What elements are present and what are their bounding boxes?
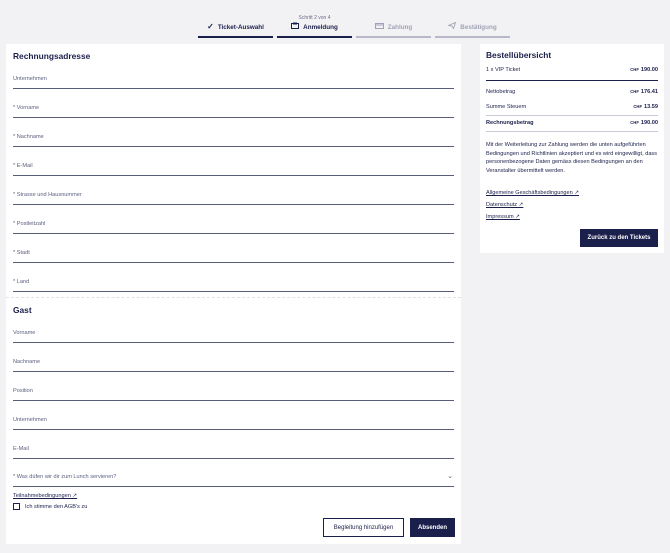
billing-section-title: Rechnungsadresse <box>13 51 91 61</box>
checkout-stepper <box>198 12 510 38</box>
summary-net-row: Nettobetrag CHF 176.41 <box>486 89 658 95</box>
total-label: Rechnungsbetrag <box>486 120 534 126</box>
summary-divider <box>486 80 658 81</box>
privacy-link[interactable]: Datenschutz ↗ <box>486 202 524 208</box>
registration-form <box>6 44 461 544</box>
guest-section-title: Gast <box>13 305 32 315</box>
step-anmeldung <box>277 12 352 38</box>
guest-company-field[interactable]: Unternehmen <box>13 414 454 430</box>
net-label: Nettobetrag <box>486 89 516 95</box>
billing-email-field[interactable]: * E-Mail <box>13 160 454 176</box>
guest-firstname-field[interactable]: Vorname <box>13 327 454 343</box>
send-icon <box>448 22 456 31</box>
summary-title: Bestellübersicht <box>486 50 552 60</box>
guest-position-field[interactable]: Position <box>13 385 454 401</box>
step-ticket-auswahl[interactable] <box>198 12 273 38</box>
billing-firstname-field[interactable]: * Vorname <box>13 102 454 118</box>
guest-email-field[interactable]: E-Mail <box>13 443 454 459</box>
step-bestaetigung <box>435 12 510 38</box>
section-divider <box>6 297 461 298</box>
agb-link[interactable]: Allgemeine Geschäftsbedingungen ↗ <box>486 190 580 196</box>
step-label: Bestätigung <box>460 24 497 31</box>
step-label: Zahlung <box>387 24 413 31</box>
step-counter: Schritt 2 von 4 <box>298 15 331 21</box>
tax-label: Summe Steuern <box>486 104 527 110</box>
chevron-down-icon: ⌄ <box>447 473 453 480</box>
add-companion-button[interactable]: Begleitung hinzufügen <box>323 518 404 537</box>
terms-link[interactable]: Teilnahmebedingungen ↗ <box>13 493 78 499</box>
step-label: Ticket-Auswahl <box>217 24 264 31</box>
lunch-select[interactable]: * Was düfen wir dir zum Lunch servieren? ⌄ <box>13 471 454 487</box>
summary-tax-row: Summe Steuern CHF 13.59 <box>486 104 658 110</box>
consent-note: Mit der Weiterleitung zur Zahlung werden die unten aufgeführten Bedingungen und Richtlinien akzeptiert und es wird eingewilligt, dass personenbezogene Daten gemäss diesen Bedingungen an den Veranstalter übermittelt werden. <box>486 142 658 174</box>
step-zahlung <box>356 12 431 38</box>
submit-button[interactable]: Absenden <box>410 518 455 537</box>
summary-total-row: Rechnungsbetrag CHF 190.00 <box>486 120 658 126</box>
order-summary <box>480 44 664 253</box>
item-amount: 190.00 <box>640 67 658 73</box>
card-icon <box>375 23 384 31</box>
summary-divider <box>486 131 658 132</box>
billing-company-field[interactable]: Unternehmen <box>13 73 454 89</box>
back-to-tickets-button[interactable]: Zurück zu den Tickets <box>580 229 658 247</box>
summary-item-row: 1 x VIP Ticket CHF 190.00 <box>486 67 658 73</box>
check-icon: ✓ <box>207 22 214 31</box>
agb-label: Ich stimme den AGB's zu <box>25 503 88 510</box>
total-amount: 190.00 <box>640 120 658 126</box>
billing-country-field[interactable]: * Land <box>13 276 454 292</box>
imprint-link[interactable]: Impressum ↗ <box>486 214 520 220</box>
billing-lastname-field[interactable]: * Nachname <box>13 131 454 147</box>
billing-street-field[interactable]: * Strasse und Hausnummer <box>13 189 454 205</box>
billing-city-field[interactable]: * Stadt <box>13 247 454 263</box>
agb-checkbox[interactable] <box>13 503 20 510</box>
item-label: 1 x VIP Ticket <box>486 67 521 73</box>
step-label: Anmeldung <box>303 24 338 31</box>
net-amount: 176.41 <box>640 89 658 95</box>
billing-zip-field[interactable]: * Postleitzahl <box>13 218 454 234</box>
tax-amount: 13.59 <box>644 104 658 110</box>
summary-divider <box>486 115 658 116</box>
guest-lastname-field[interactable]: Nachname <box>13 356 454 372</box>
register-icon <box>291 22 299 31</box>
agb-checkbox-row[interactable] <box>13 503 87 510</box>
